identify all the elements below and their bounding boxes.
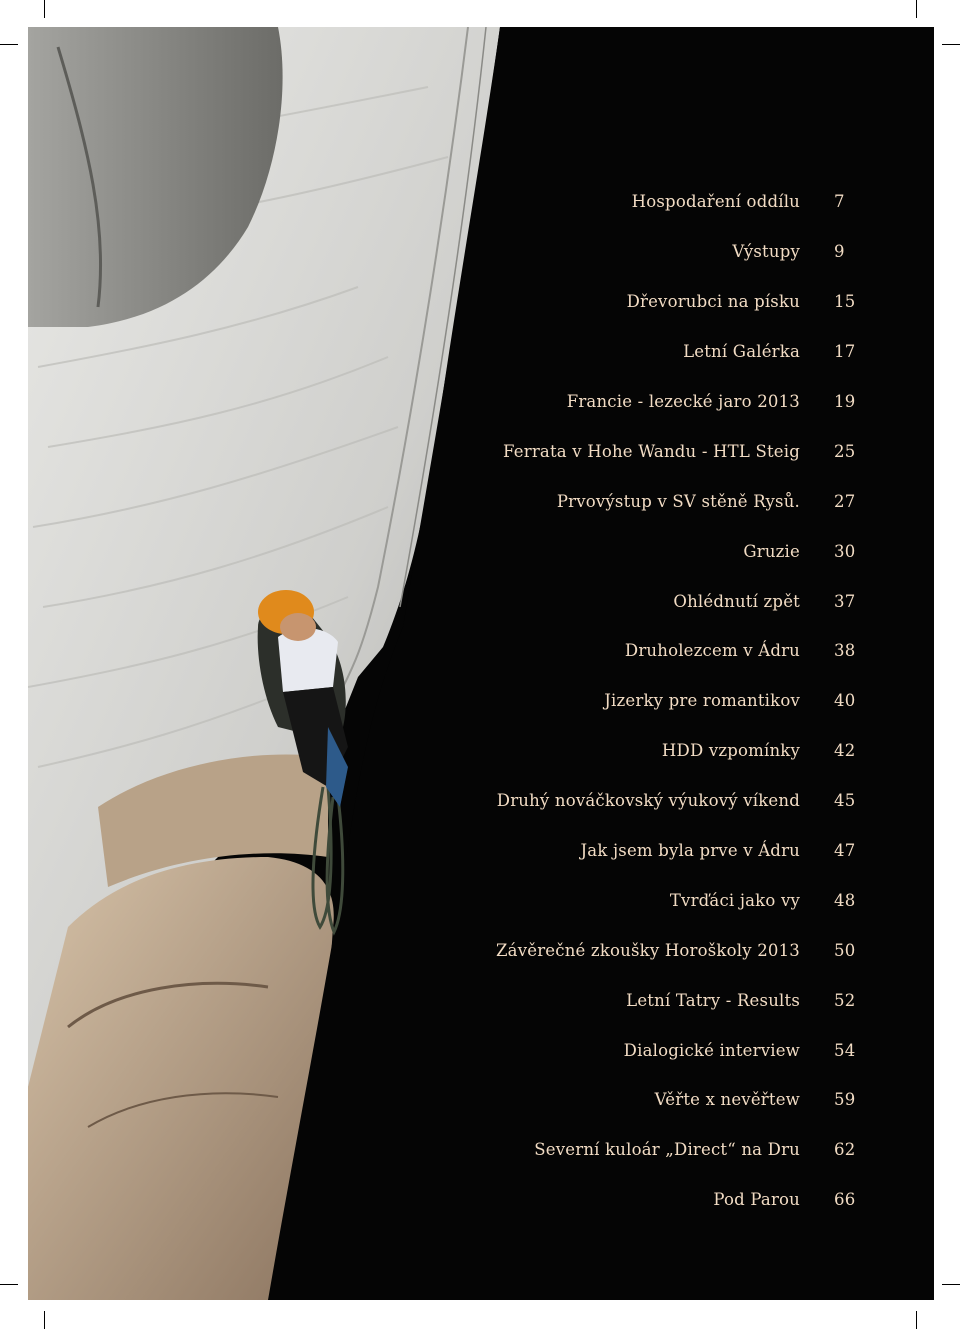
toc-entry-title: Letní Galérka: [683, 342, 800, 362]
toc-entry[interactable]: [468, 975, 888, 1025]
toc-entry-page: 62: [834, 1140, 856, 1160]
toc-entry-title: Jizerky pre romantikov: [604, 691, 800, 711]
toc-entry-page: 66: [834, 1190, 856, 1210]
toc-entry-title: HDD vzpomínky: [661, 741, 800, 761]
crop-mark: [44, 1311, 45, 1329]
toc-entry-page: 40: [834, 691, 856, 711]
crop-mark: [0, 1284, 18, 1285]
toc-entry[interactable]: [468, 377, 888, 427]
toc-entry-title: Věřte x nevěřtew: [654, 1090, 800, 1110]
toc-entry[interactable]: [468, 1125, 888, 1175]
toc-entry[interactable]: [468, 925, 888, 975]
toc-entry-title: Výstupy: [732, 242, 800, 262]
toc-entry-page: 17: [834, 342, 856, 362]
toc-entry-title: Druholezcem v Ádru: [624, 641, 800, 661]
toc-entry-title: Jak jsem byla prve v Ádru: [580, 841, 800, 861]
toc-entry[interactable]: [468, 1025, 888, 1075]
toc-entry-page: 37: [834, 591, 856, 611]
toc-entry-title: Pod Parou: [713, 1190, 800, 1210]
crop-mark: [916, 0, 917, 18]
toc-entry[interactable]: [468, 576, 888, 626]
toc-entry-page: 9: [834, 242, 845, 262]
toc-entry-title: Severní kuloár „Direct“ na Dru: [534, 1140, 800, 1160]
toc-entry[interactable]: [468, 826, 888, 876]
toc-entry-page: 48: [834, 890, 856, 910]
toc-entry-page: 47: [834, 841, 856, 861]
toc-entry-title: Gruzie: [743, 541, 800, 561]
toc-entry[interactable]: [468, 875, 888, 925]
toc-entry[interactable]: [468, 327, 888, 377]
toc-entry-title: Druhý nováčkovský výukový víkend: [496, 791, 800, 811]
toc-entry[interactable]: [468, 1175, 888, 1225]
toc-entry-page: 52: [834, 990, 856, 1010]
toc-entry[interactable]: [468, 676, 888, 726]
toc-entry[interactable]: [468, 277, 888, 327]
crop-mark: [942, 1284, 960, 1285]
toc-entry-title: Francie - lezecké jaro 2013: [566, 392, 800, 411]
crop-mark: [0, 44, 18, 45]
toc-entry-page: 54: [834, 1040, 856, 1060]
toc-entry-title: Ohlédnutí zpět: [673, 591, 800, 611]
toc-entry[interactable]: [468, 426, 888, 476]
toc-entry-page: 50: [834, 940, 856, 960]
toc-entry-title: Dřevorubci na písku: [626, 292, 800, 312]
toc-entry[interactable]: [468, 776, 888, 826]
toc-page: [28, 27, 934, 1300]
crop-mark: [916, 1311, 917, 1329]
toc-entry-title: Ferrata v Hohe Wandu - HTL Steig: [503, 441, 800, 461]
toc-entry-page: 45: [834, 791, 856, 811]
toc-entry-page: 59: [834, 1090, 856, 1110]
toc-entry[interactable]: [468, 1075, 888, 1125]
toc-entry-page: 42: [834, 741, 856, 761]
toc-entry-page: 30: [834, 541, 856, 561]
crop-mark: [942, 44, 960, 45]
crop-mark: [44, 0, 45, 18]
toc-entry-title: Tvrďáci jako vy: [669, 890, 800, 910]
toc-entry-page: 7: [834, 192, 845, 212]
toc-entry[interactable]: [468, 526, 888, 576]
toc-entry-title: Hospodaření oddílu: [631, 192, 800, 212]
toc-entry-page: 25: [834, 441, 856, 461]
toc-entry-page: 27: [834, 491, 856, 511]
toc-entry[interactable]: [468, 476, 888, 526]
toc-entry[interactable]: [468, 726, 888, 776]
toc-entry[interactable]: [468, 227, 888, 277]
toc-entry[interactable]: [468, 177, 888, 227]
toc-entry-title: Dialogické interview: [623, 1040, 800, 1060]
toc-entry-title: Letní Tatry - Results: [626, 990, 800, 1010]
toc-entry-title: Prvovýstup v SV stěně Rysů.: [556, 491, 800, 511]
toc-entry-page: 19: [834, 392, 856, 411]
toc-entry[interactable]: [468, 626, 888, 676]
toc-entry-page: 38: [834, 641, 856, 661]
toc-entry-page: 15: [834, 292, 856, 312]
table-of-contents: [468, 177, 888, 1225]
toc-entry-title: Závěrečné zkoušky Horoškoly 2013: [496, 940, 800, 960]
